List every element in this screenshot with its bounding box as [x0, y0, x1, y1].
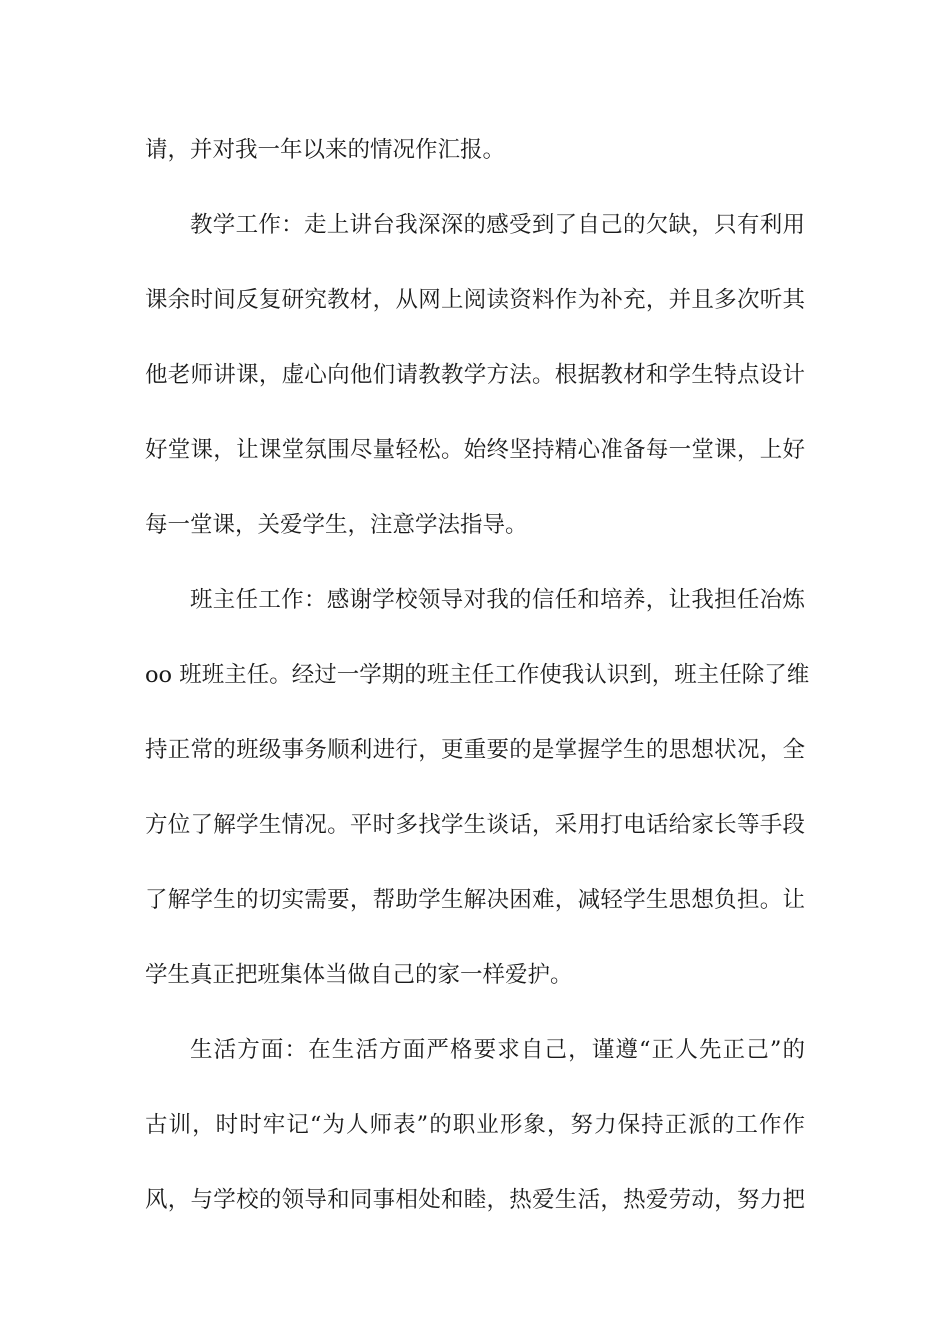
text-line: 学生真正把班集体当做自己的家一样爱护。 [145, 962, 573, 988]
text-line: 课余时间反复研究教材，从网上阅读资料作为补充，并且多次听其 [145, 287, 805, 313]
text-line: 古训，时时牢记“为人师表”的职业形象，努力保持正派的工作作 [145, 1112, 805, 1138]
text-line: 每一堂课，关爱学生，注意学法指导。 [145, 512, 528, 538]
text-line: 好堂课，让课堂氛围尽量轻松。始终坚持精心准备每一堂课，上好 [145, 437, 805, 463]
paragraph-teaching-first-line: 教学工作：走上讲台我深深的感受到了自己的欠缺，只有利用 [190, 212, 805, 238]
text-line: 请，并对我一年以来的情况作汇报。 [145, 137, 506, 163]
paragraph-life-first-line: 生活方面：在生活方面严格要求自己，谨遵“正人先正己”的 [190, 1037, 805, 1063]
text-line: 持正常的班级事务顺利进行，更重要的是掌握学生的思想状况，全 [145, 737, 805, 763]
text-line: oo 班班主任。经过一学期的班主任工作使我认识到，班主任除了维 [145, 662, 810, 688]
paragraph-class-teacher-first-line: 班主任工作：感谢学校领导对我的信任和培养，让我担任冶炼 [190, 587, 805, 613]
text-line: 了解学生的切实需要，帮助学生解决困难，减轻学生思想负担。让 [145, 887, 805, 913]
text-line: 风，与学校的领导和同事相处和睦，热爱生活，热爱劳动，努力把 [145, 1187, 805, 1213]
text-line: 方位了解学生情况。平时多找学生谈话，采用打电话给家长等手段 [145, 812, 805, 838]
text-line: 他老师讲课，虚心向他们请教教学方法。根据教材和学生特点设计 [145, 362, 805, 388]
